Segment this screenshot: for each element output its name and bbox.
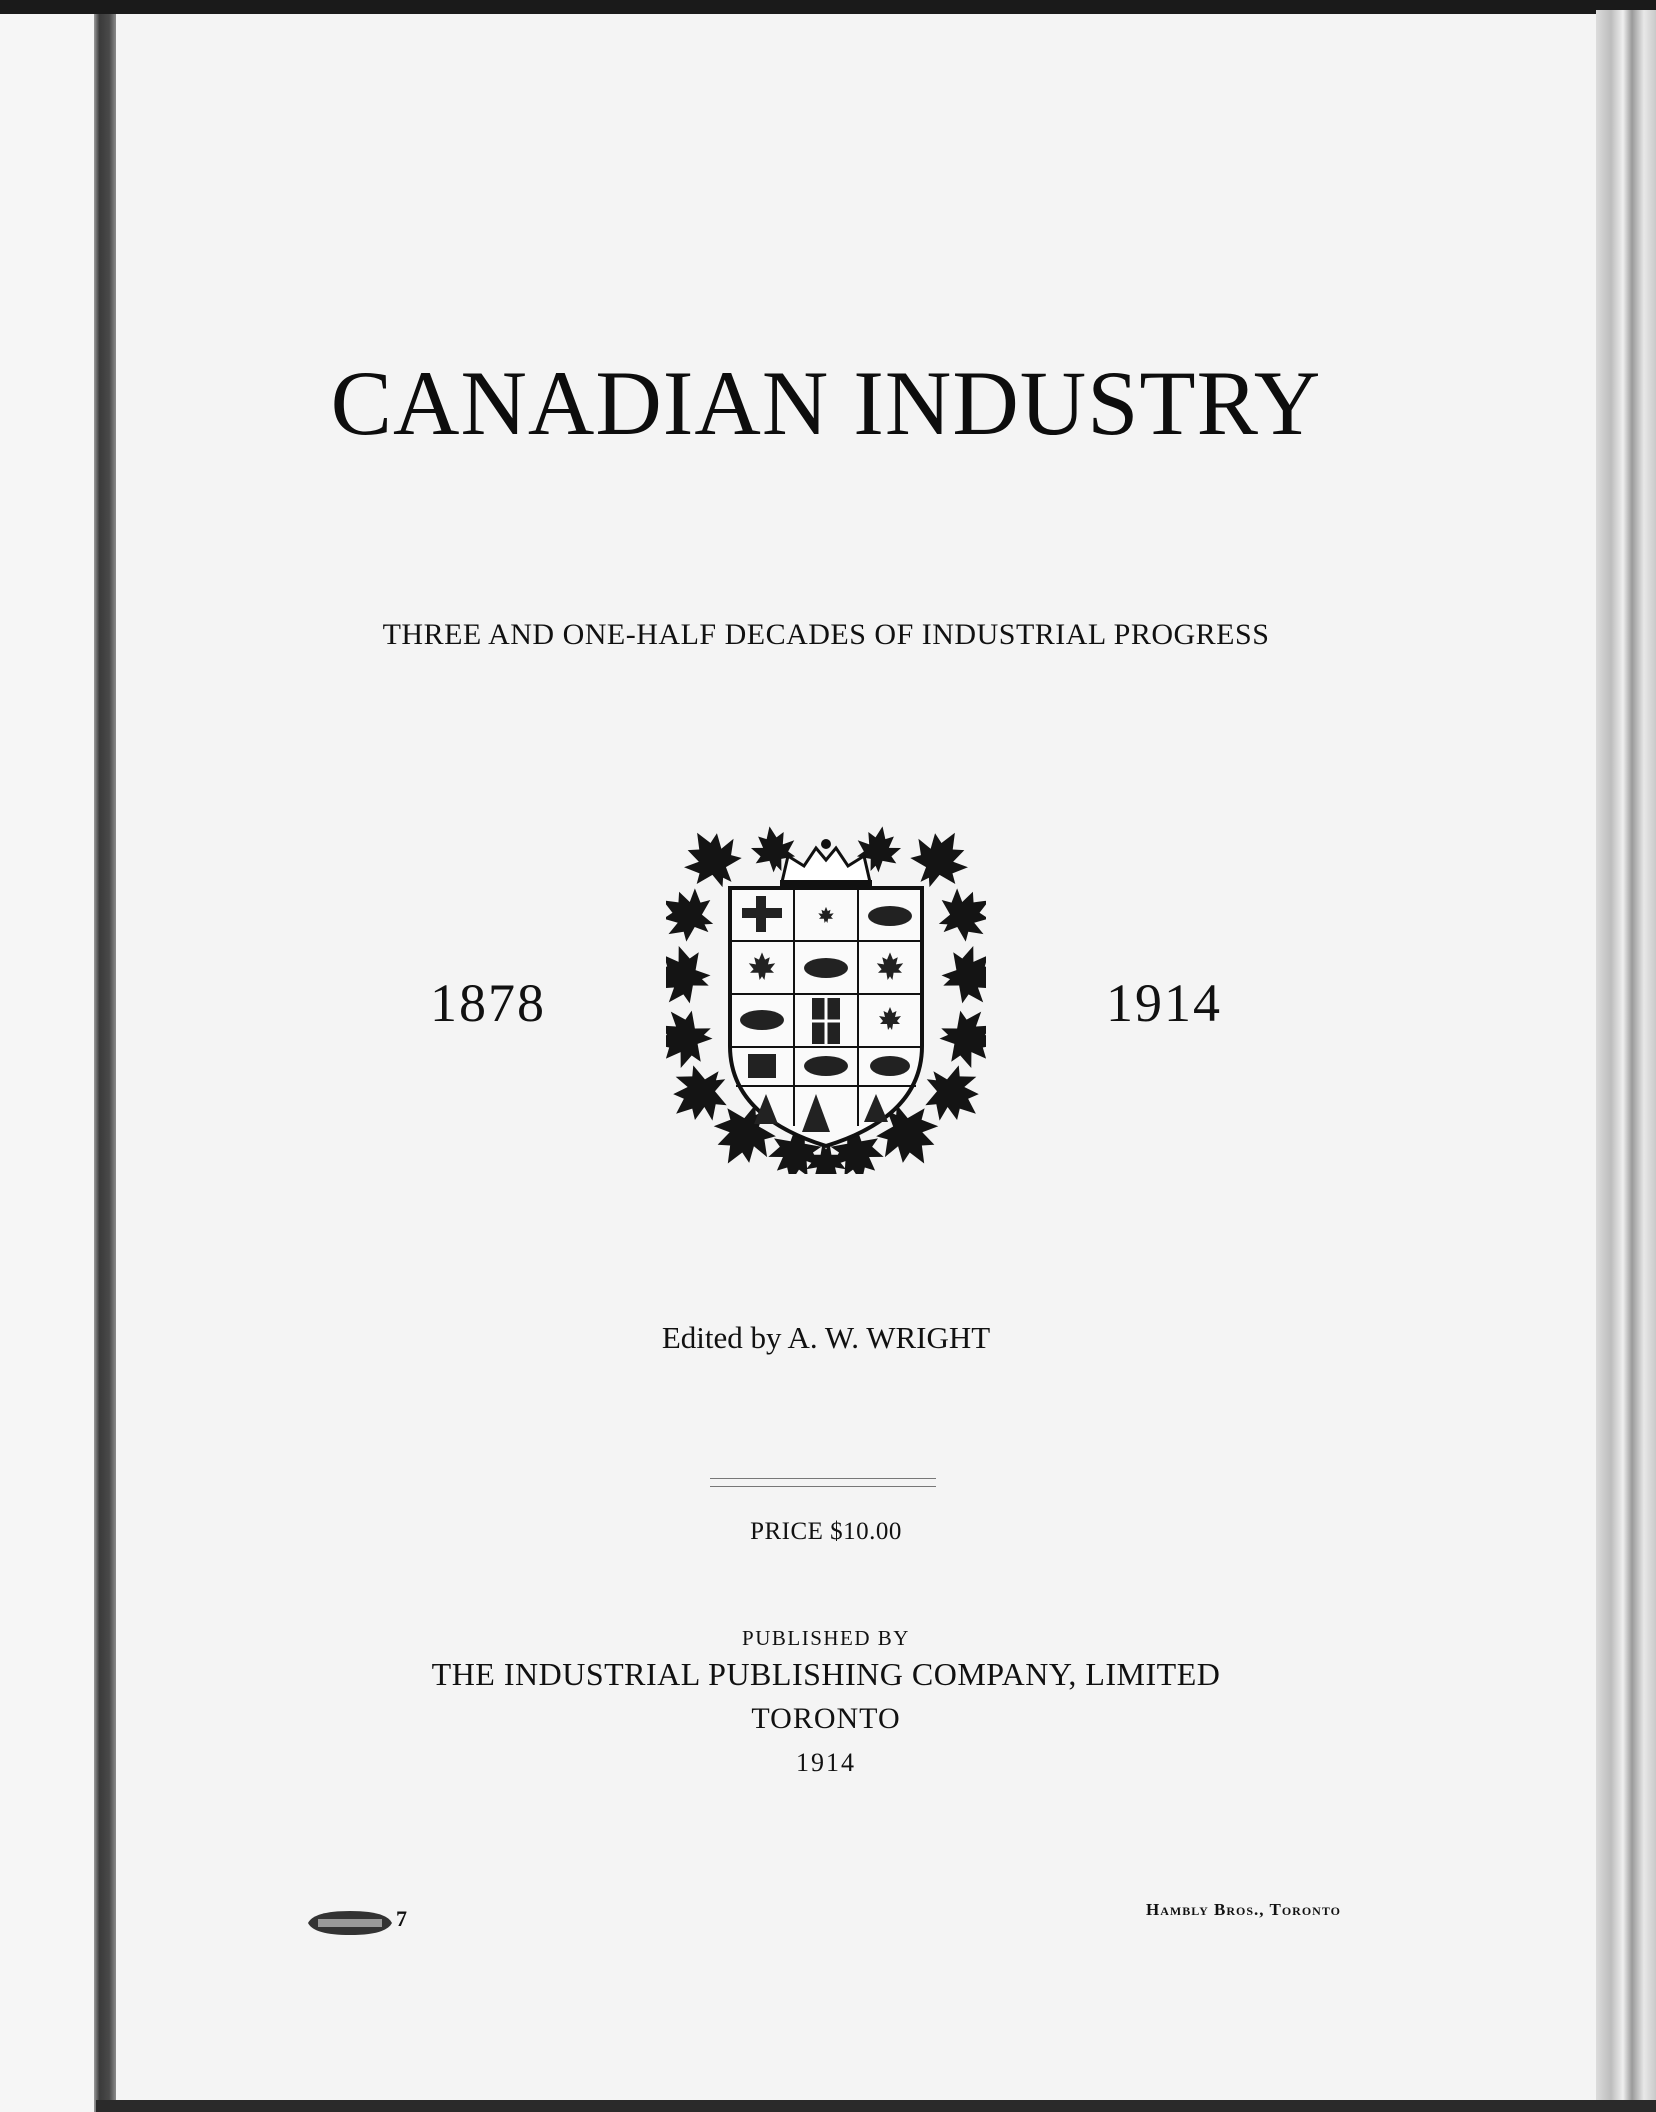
publisher-name: THE INDUSTRIAL PUBLISHING COMPANY, LIMITED (431, 1656, 1221, 1692)
page-subtitle: THREE AND ONE-HALF DECADES OF INDUSTRIAL PROGRESS (382, 618, 1270, 651)
start-year: 1878 (430, 973, 546, 1033)
editor-credit: Edited by A. W. WRIGHT (661, 1320, 991, 1355)
book-top-edge (0, 0, 1656, 14)
published-by-label: PUBLISHED BY (742, 1626, 910, 1650)
union-label-number: 7 (396, 1906, 407, 1931)
page-edges (1596, 10, 1656, 2112)
book-bottom-edge (96, 2100, 1656, 2112)
divider-rule-top (710, 1478, 936, 1479)
end-year: 1914 (1106, 973, 1222, 1033)
facing-page-margin (0, 14, 96, 2112)
shield (730, 888, 922, 1146)
coat-of-arms-emblem (666, 826, 986, 1174)
divider-rule-bottom (710, 1486, 936, 1487)
printer-imprint: Hambly Bros., Toronto (1146, 1900, 1341, 1919)
book-gutter (94, 14, 116, 2112)
publisher-city: TORONTO (751, 1702, 901, 1735)
union-label-stamp-icon (306, 1908, 394, 1938)
crown (780, 839, 872, 888)
price: PRICE $10.00 (750, 1518, 902, 1545)
publication-year: 1914 (796, 1748, 856, 1777)
page-title: CANADIAN INDUSTRY (330, 352, 1322, 454)
